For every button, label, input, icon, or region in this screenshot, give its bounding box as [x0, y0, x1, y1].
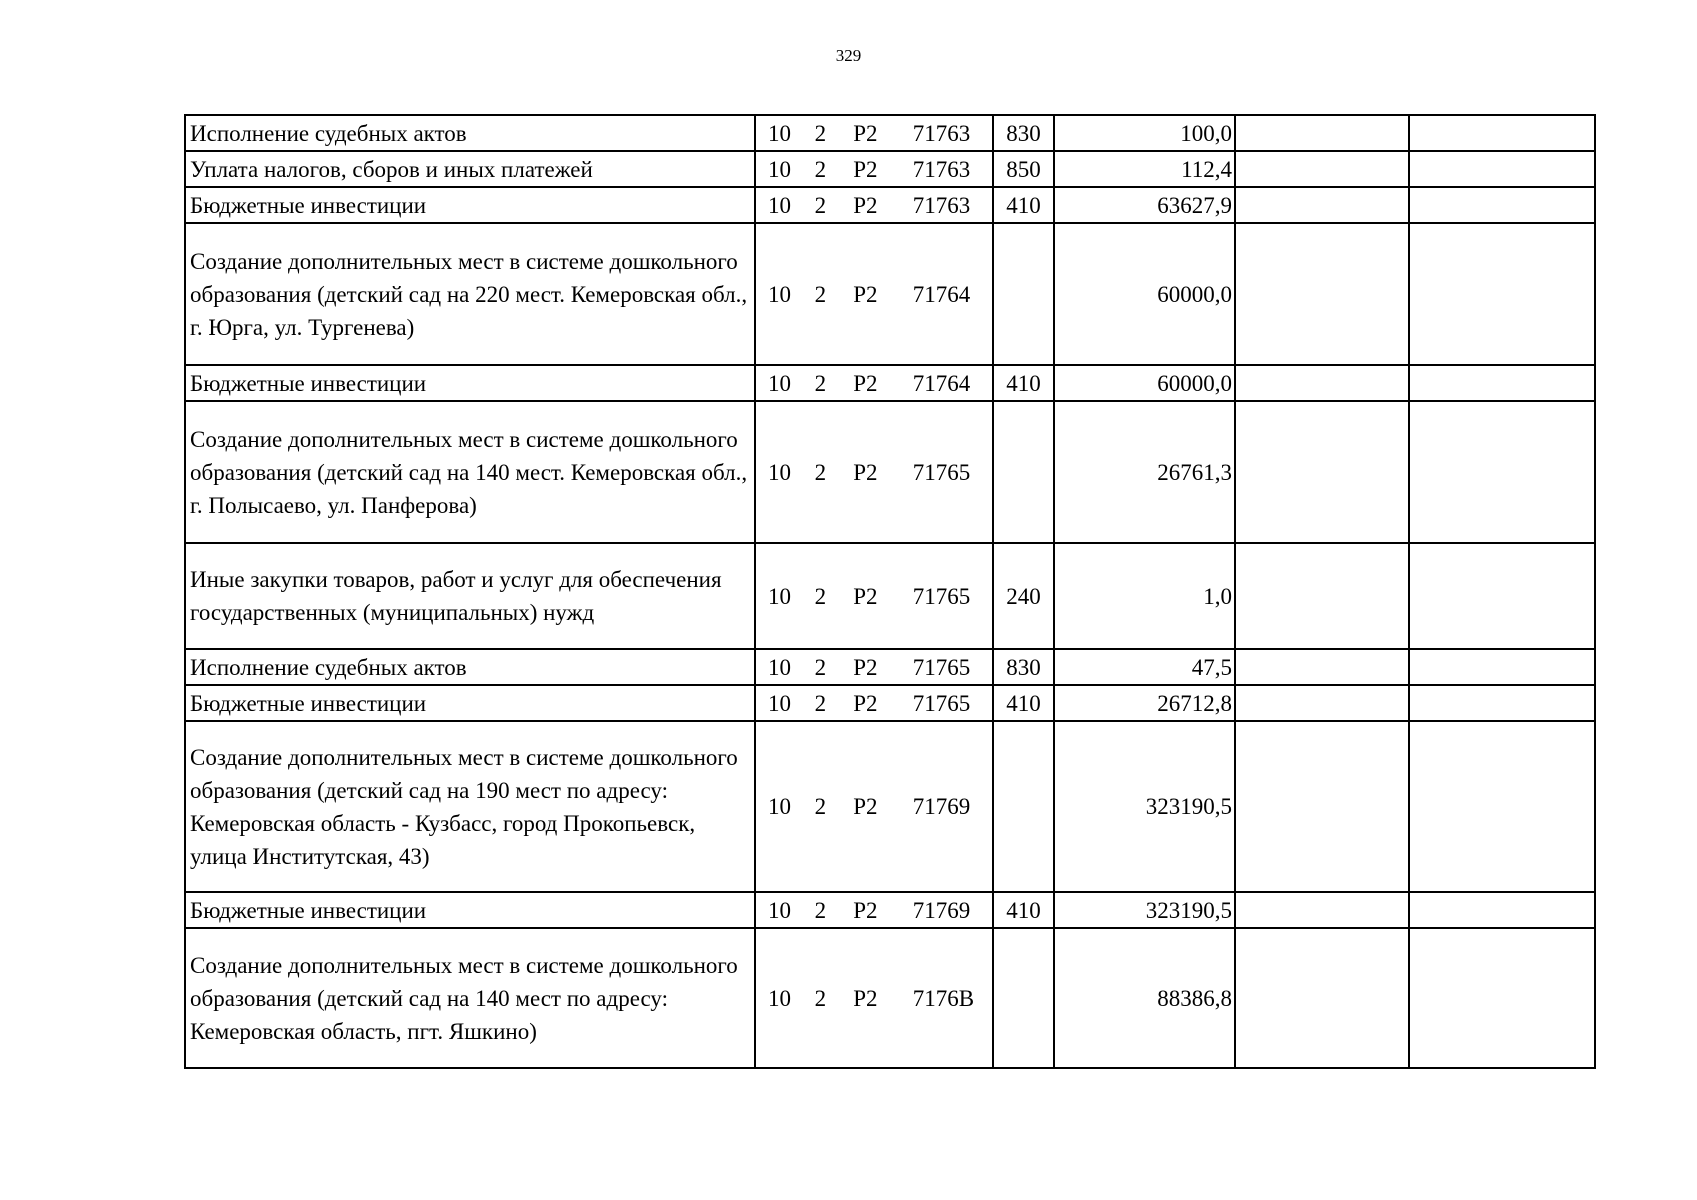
row-name: Создание дополнительных мест в системе дошкольного образования (детский сад на 140 мест. Кемеровская обл., г. Полысаево, ул. Панферова): [185, 401, 755, 543]
code-part: 10: [768, 690, 791, 716]
row-sum: 100,0: [1054, 115, 1235, 151]
row-sum: 323190,5: [1054, 892, 1235, 928]
code-part: Р2: [853, 690, 878, 716]
code-part: 10: [768, 120, 791, 146]
code-part: 2: [814, 192, 827, 218]
row-code: [755, 685, 993, 721]
row-empty-1: [1235, 365, 1409, 401]
row-name: Бюджетные инвестиции: [185, 365, 755, 401]
table-row: [185, 685, 1595, 721]
row-empty-2: [1409, 928, 1595, 1068]
code-part: Р2: [853, 120, 878, 146]
code-part: 2: [814, 156, 827, 182]
code-part: 10: [768, 156, 791, 182]
code-part: Р2: [853, 654, 878, 680]
row-name: Исполнение судебных актов: [185, 649, 755, 685]
code-part: 71765: [912, 583, 971, 609]
table-row: [185, 892, 1595, 928]
row-sum: 47,5: [1054, 649, 1235, 685]
row-sum: 26761,3: [1054, 401, 1235, 543]
row-code: [755, 543, 993, 649]
row-name: Создание дополнительных мест в системе дошкольного образования (детский сад на 220 мест. Кемеровская обл., г. Юрга, ул. Тургенева): [185, 223, 755, 365]
code-part: 71764: [912, 370, 971, 396]
code-part: 2: [814, 583, 827, 609]
code-part: 10: [768, 281, 791, 307]
row-empty-2: [1409, 721, 1595, 892]
row-name: Иные закупки товаров, работ и услуг для обеспечения государственных (муниципальных) нужд: [185, 543, 755, 649]
row-empty-2: [1409, 892, 1595, 928]
code-part: 71763: [912, 120, 971, 146]
code-part: 10: [768, 897, 791, 923]
row-name: Бюджетные инвестиции: [185, 685, 755, 721]
code-part: Р2: [853, 985, 878, 1011]
row-empty-1: [1235, 401, 1409, 543]
code-part: 2: [814, 459, 827, 485]
code-part: 10: [768, 192, 791, 218]
row-empty-1: [1235, 685, 1409, 721]
row-empty-1: [1235, 223, 1409, 365]
row-empty-2: [1409, 543, 1595, 649]
row-empty-1: [1235, 543, 1409, 649]
row-expense-type: [993, 401, 1054, 543]
row-expense-type: 410: [993, 187, 1054, 223]
row-sum: 323190,5: [1054, 721, 1235, 892]
code-part: 2: [814, 281, 827, 307]
code-part: 2: [814, 897, 827, 923]
page-number: 329: [835, 46, 862, 65]
row-code: [755, 721, 993, 892]
row-empty-2: [1409, 115, 1595, 151]
row-sum: 1,0: [1054, 543, 1235, 649]
code-part: Р2: [853, 583, 878, 609]
table-row: [185, 649, 1595, 685]
row-sum: 60000,0: [1054, 223, 1235, 365]
row-name: Исполнение судебных актов: [185, 115, 755, 151]
row-name: Уплата налогов, сборов и иных платежей: [185, 151, 755, 187]
code-part: 10: [768, 583, 791, 609]
code-part: 71765: [912, 654, 971, 680]
row-expense-type: [993, 928, 1054, 1068]
code-part: Р2: [853, 192, 878, 218]
row-code: [755, 151, 993, 187]
row-expense-type: 240: [993, 543, 1054, 649]
code-part: 2: [814, 120, 827, 146]
budget-table: [184, 114, 1596, 1069]
row-empty-1: [1235, 649, 1409, 685]
row-expense-type: 410: [993, 892, 1054, 928]
row-sum: 60000,0: [1054, 365, 1235, 401]
code-part: 71764: [912, 281, 971, 307]
code-part: 71765: [912, 459, 971, 485]
row-sum: 88386,8: [1054, 928, 1235, 1068]
row-empty-1: [1235, 187, 1409, 223]
table-row: [185, 928, 1595, 1068]
row-code: [755, 223, 993, 365]
row-expense-type: 830: [993, 115, 1054, 151]
code-part: 71763: [912, 192, 971, 218]
row-sum: 63627,9: [1054, 187, 1235, 223]
row-empty-2: [1409, 401, 1595, 543]
code-part: Р2: [853, 897, 878, 923]
row-code: [755, 187, 993, 223]
row-sum: 26712,8: [1054, 685, 1235, 721]
code-part: Р2: [853, 459, 878, 485]
row-expense-type: [993, 721, 1054, 892]
table-row: [185, 187, 1595, 223]
table-row: [185, 543, 1595, 649]
row-expense-type: 410: [993, 685, 1054, 721]
code-part: Р2: [853, 370, 878, 396]
code-part: 2: [814, 690, 827, 716]
code-part: 2: [814, 654, 827, 680]
code-part: 71763: [912, 156, 971, 182]
row-empty-1: [1235, 892, 1409, 928]
row-expense-type: [993, 223, 1054, 365]
code-part: Р2: [853, 156, 878, 182]
row-name: Бюджетные инвестиции: [185, 892, 755, 928]
code-part: 10: [768, 459, 791, 485]
code-part: 2: [814, 370, 827, 396]
row-empty-2: [1409, 151, 1595, 187]
code-part: 10: [768, 985, 791, 1011]
row-code: [755, 115, 993, 151]
row-empty-2: [1409, 223, 1595, 365]
row-name: Создание дополнительных мест в системе дошкольного образования (детский сад на 140 мест по адресу: Кемеровская область, пгт. Яшкино): [185, 928, 755, 1068]
row-expense-type: 830: [993, 649, 1054, 685]
row-empty-1: [1235, 151, 1409, 187]
code-part: 7176В: [912, 985, 975, 1011]
row-empty-2: [1409, 649, 1595, 685]
table-row: [185, 223, 1595, 365]
row-empty-1: [1235, 721, 1409, 892]
code-part: 2: [814, 985, 827, 1011]
row-code: [755, 401, 993, 543]
row-empty-2: [1409, 685, 1595, 721]
table-row: [185, 721, 1595, 892]
code-part: 10: [768, 794, 791, 819]
row-name: Создание дополнительных мест в системе дошкольного образования (детский сад на 190 мест по адресу: Кемеровская область - Кузбасс, город Прокопьевск, улица Институтская, 43): [185, 721, 755, 892]
table-row: [185, 401, 1595, 543]
row-code: [755, 892, 993, 928]
row-expense-type: 850: [993, 151, 1054, 187]
row-empty-1: [1235, 115, 1409, 151]
code-part: 10: [768, 370, 791, 396]
code-part: Р2: [853, 794, 878, 819]
row-empty-2: [1409, 365, 1595, 401]
code-part: 10: [768, 654, 791, 680]
row-empty-1: [1235, 928, 1409, 1068]
row-sum: 112,4: [1054, 151, 1235, 187]
row-code: [755, 365, 993, 401]
row-code: [755, 928, 993, 1068]
row-name: Бюджетные инвестиции: [185, 187, 755, 223]
code-part: 71769: [912, 794, 971, 819]
table-row: [185, 151, 1595, 187]
table-row: [185, 365, 1595, 401]
row-code: [755, 649, 993, 685]
code-part: Р2: [853, 281, 878, 307]
code-part: 71769: [912, 897, 971, 923]
table-row: [185, 115, 1595, 151]
row-expense-type: 410: [993, 365, 1054, 401]
code-part: 71765: [912, 690, 971, 716]
row-empty-2: [1409, 187, 1595, 223]
code-part: 2: [814, 794, 827, 819]
